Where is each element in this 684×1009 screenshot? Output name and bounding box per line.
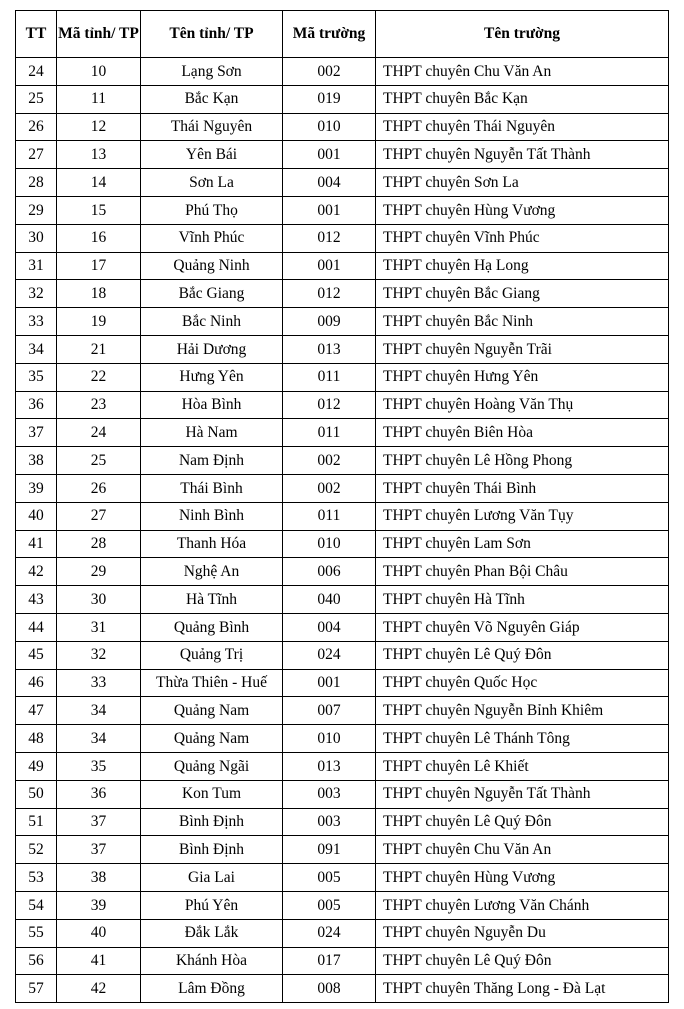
table-row xyxy=(16,141,669,169)
table-row xyxy=(16,919,669,947)
cell-ten-tinh: Thanh Hóa xyxy=(141,530,283,558)
cell-ma-truong: 008 xyxy=(283,975,376,1003)
table-row xyxy=(16,447,669,475)
header-ma-truong: Mã trường xyxy=(283,11,376,58)
cell-tt: 51 xyxy=(16,808,57,836)
cell-tt: 30 xyxy=(16,224,57,252)
table-row xyxy=(16,891,669,919)
cell-ten-truong: THPT chuyên Thái Bình xyxy=(376,474,669,502)
table-row xyxy=(16,530,669,558)
cell-ten-tinh: Nghệ An xyxy=(141,558,283,586)
cell-ma-truong: 012 xyxy=(283,391,376,419)
table-row xyxy=(16,58,669,86)
cell-ten-tinh: Khánh Hòa xyxy=(141,947,283,975)
cell-ma-truong: 005 xyxy=(283,891,376,919)
cell-ten-truong: THPT chuyên Lê Quý Đôn xyxy=(376,641,669,669)
cell-ten-truong: THPT chuyên Hà Tĩnh xyxy=(376,586,669,614)
cell-ma-truong: 001 xyxy=(283,669,376,697)
cell-tt: 41 xyxy=(16,530,57,558)
cell-ma-truong: 024 xyxy=(283,641,376,669)
cell-ten-tinh: Quảng Ngãi xyxy=(141,752,283,780)
cell-ten-truong: THPT chuyên Hùng Vương xyxy=(376,864,669,892)
cell-ma-truong: 091 xyxy=(283,836,376,864)
cell-tt: 36 xyxy=(16,391,57,419)
cell-ma-tinh: 10 xyxy=(57,58,141,86)
cell-ma-truong: 004 xyxy=(283,169,376,197)
cell-ma-tinh: 15 xyxy=(57,196,141,224)
cell-ma-tinh: 35 xyxy=(57,752,141,780)
table-row xyxy=(16,586,669,614)
table-row xyxy=(16,669,669,697)
cell-ten-tinh: Lạng Sơn xyxy=(141,58,283,86)
cell-ten-tinh: Hà Nam xyxy=(141,419,283,447)
cell-ten-tinh: Nam Định xyxy=(141,447,283,475)
cell-ma-truong: 009 xyxy=(283,308,376,336)
cell-ten-truong: THPT chuyên Sơn La xyxy=(376,169,669,197)
cell-tt: 57 xyxy=(16,975,57,1003)
table-row xyxy=(16,558,669,586)
table-row xyxy=(16,808,669,836)
cell-ma-truong: 005 xyxy=(283,864,376,892)
cell-tt: 32 xyxy=(16,280,57,308)
cell-ma-truong: 002 xyxy=(283,474,376,502)
cell-ten-truong: THPT chuyên Hạ Long xyxy=(376,252,669,280)
cell-ten-tinh: Quảng Bình xyxy=(141,613,283,641)
cell-ten-tinh: Vĩnh Phúc xyxy=(141,224,283,252)
table-row xyxy=(16,752,669,780)
table-row xyxy=(16,85,669,113)
cell-ten-tinh: Bình Định xyxy=(141,836,283,864)
cell-ma-truong: 012 xyxy=(283,280,376,308)
cell-tt: 35 xyxy=(16,363,57,391)
cell-ten-tinh: Yên Bái xyxy=(141,141,283,169)
cell-ten-truong: THPT chuyên Hoàng Văn Thụ xyxy=(376,391,669,419)
cell-ma-tinh: 34 xyxy=(57,697,141,725)
header-ten-tinh: Tên tỉnh/ TP xyxy=(141,11,283,58)
cell-ma-truong: 003 xyxy=(283,808,376,836)
cell-ma-tinh: 16 xyxy=(57,224,141,252)
cell-tt: 44 xyxy=(16,613,57,641)
table-row xyxy=(16,474,669,502)
cell-ma-tinh: 34 xyxy=(57,725,141,753)
cell-ma-tinh: 40 xyxy=(57,919,141,947)
table-row xyxy=(16,196,669,224)
cell-ma-tinh: 33 xyxy=(57,669,141,697)
cell-tt: 31 xyxy=(16,252,57,280)
table-row xyxy=(16,780,669,808)
cell-ma-tinh: 13 xyxy=(57,141,141,169)
cell-ma-truong: 001 xyxy=(283,141,376,169)
cell-tt: 52 xyxy=(16,836,57,864)
cell-ma-truong: 013 xyxy=(283,335,376,363)
cell-ten-tinh: Thái Bình xyxy=(141,474,283,502)
cell-ten-tinh: Quảng Trị xyxy=(141,641,283,669)
cell-ma-truong: 019 xyxy=(283,85,376,113)
cell-ten-truong: THPT chuyên Biên Hòa xyxy=(376,419,669,447)
cell-tt: 25 xyxy=(16,85,57,113)
cell-ma-tinh: 11 xyxy=(57,85,141,113)
cell-ma-tinh: 27 xyxy=(57,502,141,530)
cell-ma-tinh: 37 xyxy=(57,808,141,836)
cell-tt: 37 xyxy=(16,419,57,447)
table-row xyxy=(16,613,669,641)
cell-ten-truong: THPT chuyên Nguyễn Du xyxy=(376,919,669,947)
cell-ma-tinh: 14 xyxy=(57,169,141,197)
cell-ten-tinh: Quảng Ninh xyxy=(141,252,283,280)
cell-ten-tinh: Hưng Yên xyxy=(141,363,283,391)
cell-ten-truong: THPT chuyên Vĩnh Phúc xyxy=(376,224,669,252)
table-row xyxy=(16,363,669,391)
cell-ten-truong: THPT chuyên Thăng Long - Đà Lạt xyxy=(376,975,669,1003)
cell-ten-tinh: Bắc Ninh xyxy=(141,308,283,336)
table-row xyxy=(16,335,669,363)
cell-ten-tinh: Lâm Đồng xyxy=(141,975,283,1003)
cell-tt: 55 xyxy=(16,919,57,947)
cell-ten-truong: THPT chuyên Lê Hồng Phong xyxy=(376,447,669,475)
cell-ma-tinh: 29 xyxy=(57,558,141,586)
cell-ma-tinh: 32 xyxy=(57,641,141,669)
table-row xyxy=(16,308,669,336)
cell-ma-tinh: 18 xyxy=(57,280,141,308)
table-row xyxy=(16,280,669,308)
cell-ten-tinh: Ninh Bình xyxy=(141,502,283,530)
cell-ten-tinh: Quảng Nam xyxy=(141,725,283,753)
cell-ma-tinh: 30 xyxy=(57,586,141,614)
cell-tt: 48 xyxy=(16,725,57,753)
cell-ten-truong: THPT chuyên Quốc Học xyxy=(376,669,669,697)
cell-ma-tinh: 25 xyxy=(57,447,141,475)
cell-ma-tinh: 26 xyxy=(57,474,141,502)
cell-ten-truong: THPT chuyên Lê Quý Đôn xyxy=(376,808,669,836)
cell-ma-tinh: 22 xyxy=(57,363,141,391)
header-ten-truong: Tên trường xyxy=(376,11,669,58)
header-row xyxy=(16,11,669,58)
cell-ten-tinh: Kon Tum xyxy=(141,780,283,808)
header-ma-tinh: Mã tỉnh/ TP xyxy=(57,11,141,58)
cell-ma-tinh: 38 xyxy=(57,864,141,892)
table-row xyxy=(16,725,669,753)
cell-ma-tinh: 12 xyxy=(57,113,141,141)
cell-ma-truong: 024 xyxy=(283,919,376,947)
header-tt: TT xyxy=(16,11,57,58)
cell-tt: 38 xyxy=(16,447,57,475)
cell-ten-tinh: Hòa Bình xyxy=(141,391,283,419)
cell-tt: 45 xyxy=(16,641,57,669)
cell-ma-tinh: 17 xyxy=(57,252,141,280)
cell-ten-truong: THPT chuyên Chu Văn An xyxy=(376,58,669,86)
cell-tt: 29 xyxy=(16,196,57,224)
cell-ma-tinh: 24 xyxy=(57,419,141,447)
cell-tt: 53 xyxy=(16,864,57,892)
table-row xyxy=(16,419,669,447)
cell-ten-tinh: Hà Tĩnh xyxy=(141,586,283,614)
table-row xyxy=(16,113,669,141)
table-row xyxy=(16,947,669,975)
cell-ten-truong: THPT chuyên Bắc Kạn xyxy=(376,85,669,113)
cell-ma-truong: 010 xyxy=(283,113,376,141)
cell-ten-truong: THPT chuyên Võ Nguyên Giáp xyxy=(376,613,669,641)
cell-ten-truong: THPT chuyên Hưng Yên xyxy=(376,363,669,391)
cell-tt: 27 xyxy=(16,141,57,169)
cell-ten-truong: THPT chuyên Lam Sơn xyxy=(376,530,669,558)
cell-ma-tinh: 41 xyxy=(57,947,141,975)
cell-ten-truong: THPT chuyên Bắc Ninh xyxy=(376,308,669,336)
cell-ma-tinh: 23 xyxy=(57,391,141,419)
table-row xyxy=(16,864,669,892)
table-row xyxy=(16,697,669,725)
cell-ma-truong: 002 xyxy=(283,58,376,86)
cell-ten-truong: THPT chuyên Hùng Vương xyxy=(376,196,669,224)
cell-ma-tinh: 31 xyxy=(57,613,141,641)
cell-ten-tinh: Phú Yên xyxy=(141,891,283,919)
cell-tt: 28 xyxy=(16,169,57,197)
table-row xyxy=(16,502,669,530)
cell-tt: 24 xyxy=(16,58,57,86)
cell-ma-truong: 011 xyxy=(283,419,376,447)
cell-ma-truong: 017 xyxy=(283,947,376,975)
cell-ma-truong: 011 xyxy=(283,502,376,530)
cell-tt: 40 xyxy=(16,502,57,530)
cell-ma-truong: 001 xyxy=(283,196,376,224)
table-row xyxy=(16,252,669,280)
cell-ten-tinh: Hải Dương xyxy=(141,335,283,363)
cell-ma-truong: 040 xyxy=(283,586,376,614)
cell-ten-tinh: Thái Nguyên xyxy=(141,113,283,141)
table-row xyxy=(16,169,669,197)
cell-tt: 46 xyxy=(16,669,57,697)
cell-ten-truong: THPT chuyên Phan Bội Châu xyxy=(376,558,669,586)
cell-tt: 49 xyxy=(16,752,57,780)
cell-tt: 54 xyxy=(16,891,57,919)
cell-ten-truong: THPT chuyên Nguyễn Tất Thành xyxy=(376,141,669,169)
cell-ten-tinh: Bình Định xyxy=(141,808,283,836)
table-body xyxy=(16,58,669,1003)
cell-ma-truong: 012 xyxy=(283,224,376,252)
table-row xyxy=(16,224,669,252)
cell-ten-truong: THPT chuyên Nguyễn Trãi xyxy=(376,335,669,363)
cell-ten-tinh: Sơn La xyxy=(141,169,283,197)
cell-tt: 26 xyxy=(16,113,57,141)
cell-ma-tinh: 42 xyxy=(57,975,141,1003)
cell-ma-truong: 001 xyxy=(283,252,376,280)
cell-ten-tinh: Gia Lai xyxy=(141,864,283,892)
cell-ten-truong: THPT chuyên Lê Quý Đôn xyxy=(376,947,669,975)
cell-ten-tinh: Đắk Lắk xyxy=(141,919,283,947)
table-row xyxy=(16,836,669,864)
cell-ma-truong: 002 xyxy=(283,447,376,475)
schools-table xyxy=(15,10,669,1003)
cell-ten-tinh: Thừa Thiên - Huế xyxy=(141,669,283,697)
cell-ma-truong: 013 xyxy=(283,752,376,780)
cell-ma-tinh: 19 xyxy=(57,308,141,336)
cell-ten-tinh: Quảng Nam xyxy=(141,697,283,725)
cell-ten-truong: THPT chuyên Thái Nguyên xyxy=(376,113,669,141)
cell-tt: 39 xyxy=(16,474,57,502)
cell-tt: 42 xyxy=(16,558,57,586)
cell-ma-tinh: 37 xyxy=(57,836,141,864)
table-row xyxy=(16,975,669,1003)
cell-ma-truong: 003 xyxy=(283,780,376,808)
cell-ten-truong: THPT chuyên Lê Thánh Tông xyxy=(376,725,669,753)
cell-tt: 56 xyxy=(16,947,57,975)
cell-ten-tinh: Bắc Kạn xyxy=(141,85,283,113)
cell-ten-truong: THPT chuyên Bắc Giang xyxy=(376,280,669,308)
cell-ma-tinh: 21 xyxy=(57,335,141,363)
cell-ten-truong: THPT chuyên Nguyễn Bỉnh Khiêm xyxy=(376,697,669,725)
cell-ma-truong: 004 xyxy=(283,613,376,641)
cell-tt: 47 xyxy=(16,697,57,725)
cell-ten-truong: THPT chuyên Chu Văn An xyxy=(376,836,669,864)
cell-ma-truong: 010 xyxy=(283,725,376,753)
cell-ma-tinh: 28 xyxy=(57,530,141,558)
cell-ten-truong: THPT chuyên Nguyễn Tất Thành xyxy=(376,780,669,808)
cell-ma-truong: 011 xyxy=(283,363,376,391)
cell-tt: 34 xyxy=(16,335,57,363)
cell-ten-truong: THPT chuyên Lương Văn Tụy xyxy=(376,502,669,530)
cell-ma-truong: 007 xyxy=(283,697,376,725)
table-row xyxy=(16,641,669,669)
cell-ten-truong: THPT chuyên Lê Khiết xyxy=(376,752,669,780)
cell-ma-truong: 010 xyxy=(283,530,376,558)
cell-tt: 50 xyxy=(16,780,57,808)
cell-ten-tinh: Phú Thọ xyxy=(141,196,283,224)
cell-tt: 33 xyxy=(16,308,57,336)
cell-ten-truong: THPT chuyên Lương Văn Chánh xyxy=(376,891,669,919)
cell-tt: 43 xyxy=(16,586,57,614)
cell-ten-tinh: Bắc Giang xyxy=(141,280,283,308)
table-row xyxy=(16,391,669,419)
cell-ma-truong: 006 xyxy=(283,558,376,586)
cell-ma-tinh: 36 xyxy=(57,780,141,808)
cell-ma-tinh: 39 xyxy=(57,891,141,919)
